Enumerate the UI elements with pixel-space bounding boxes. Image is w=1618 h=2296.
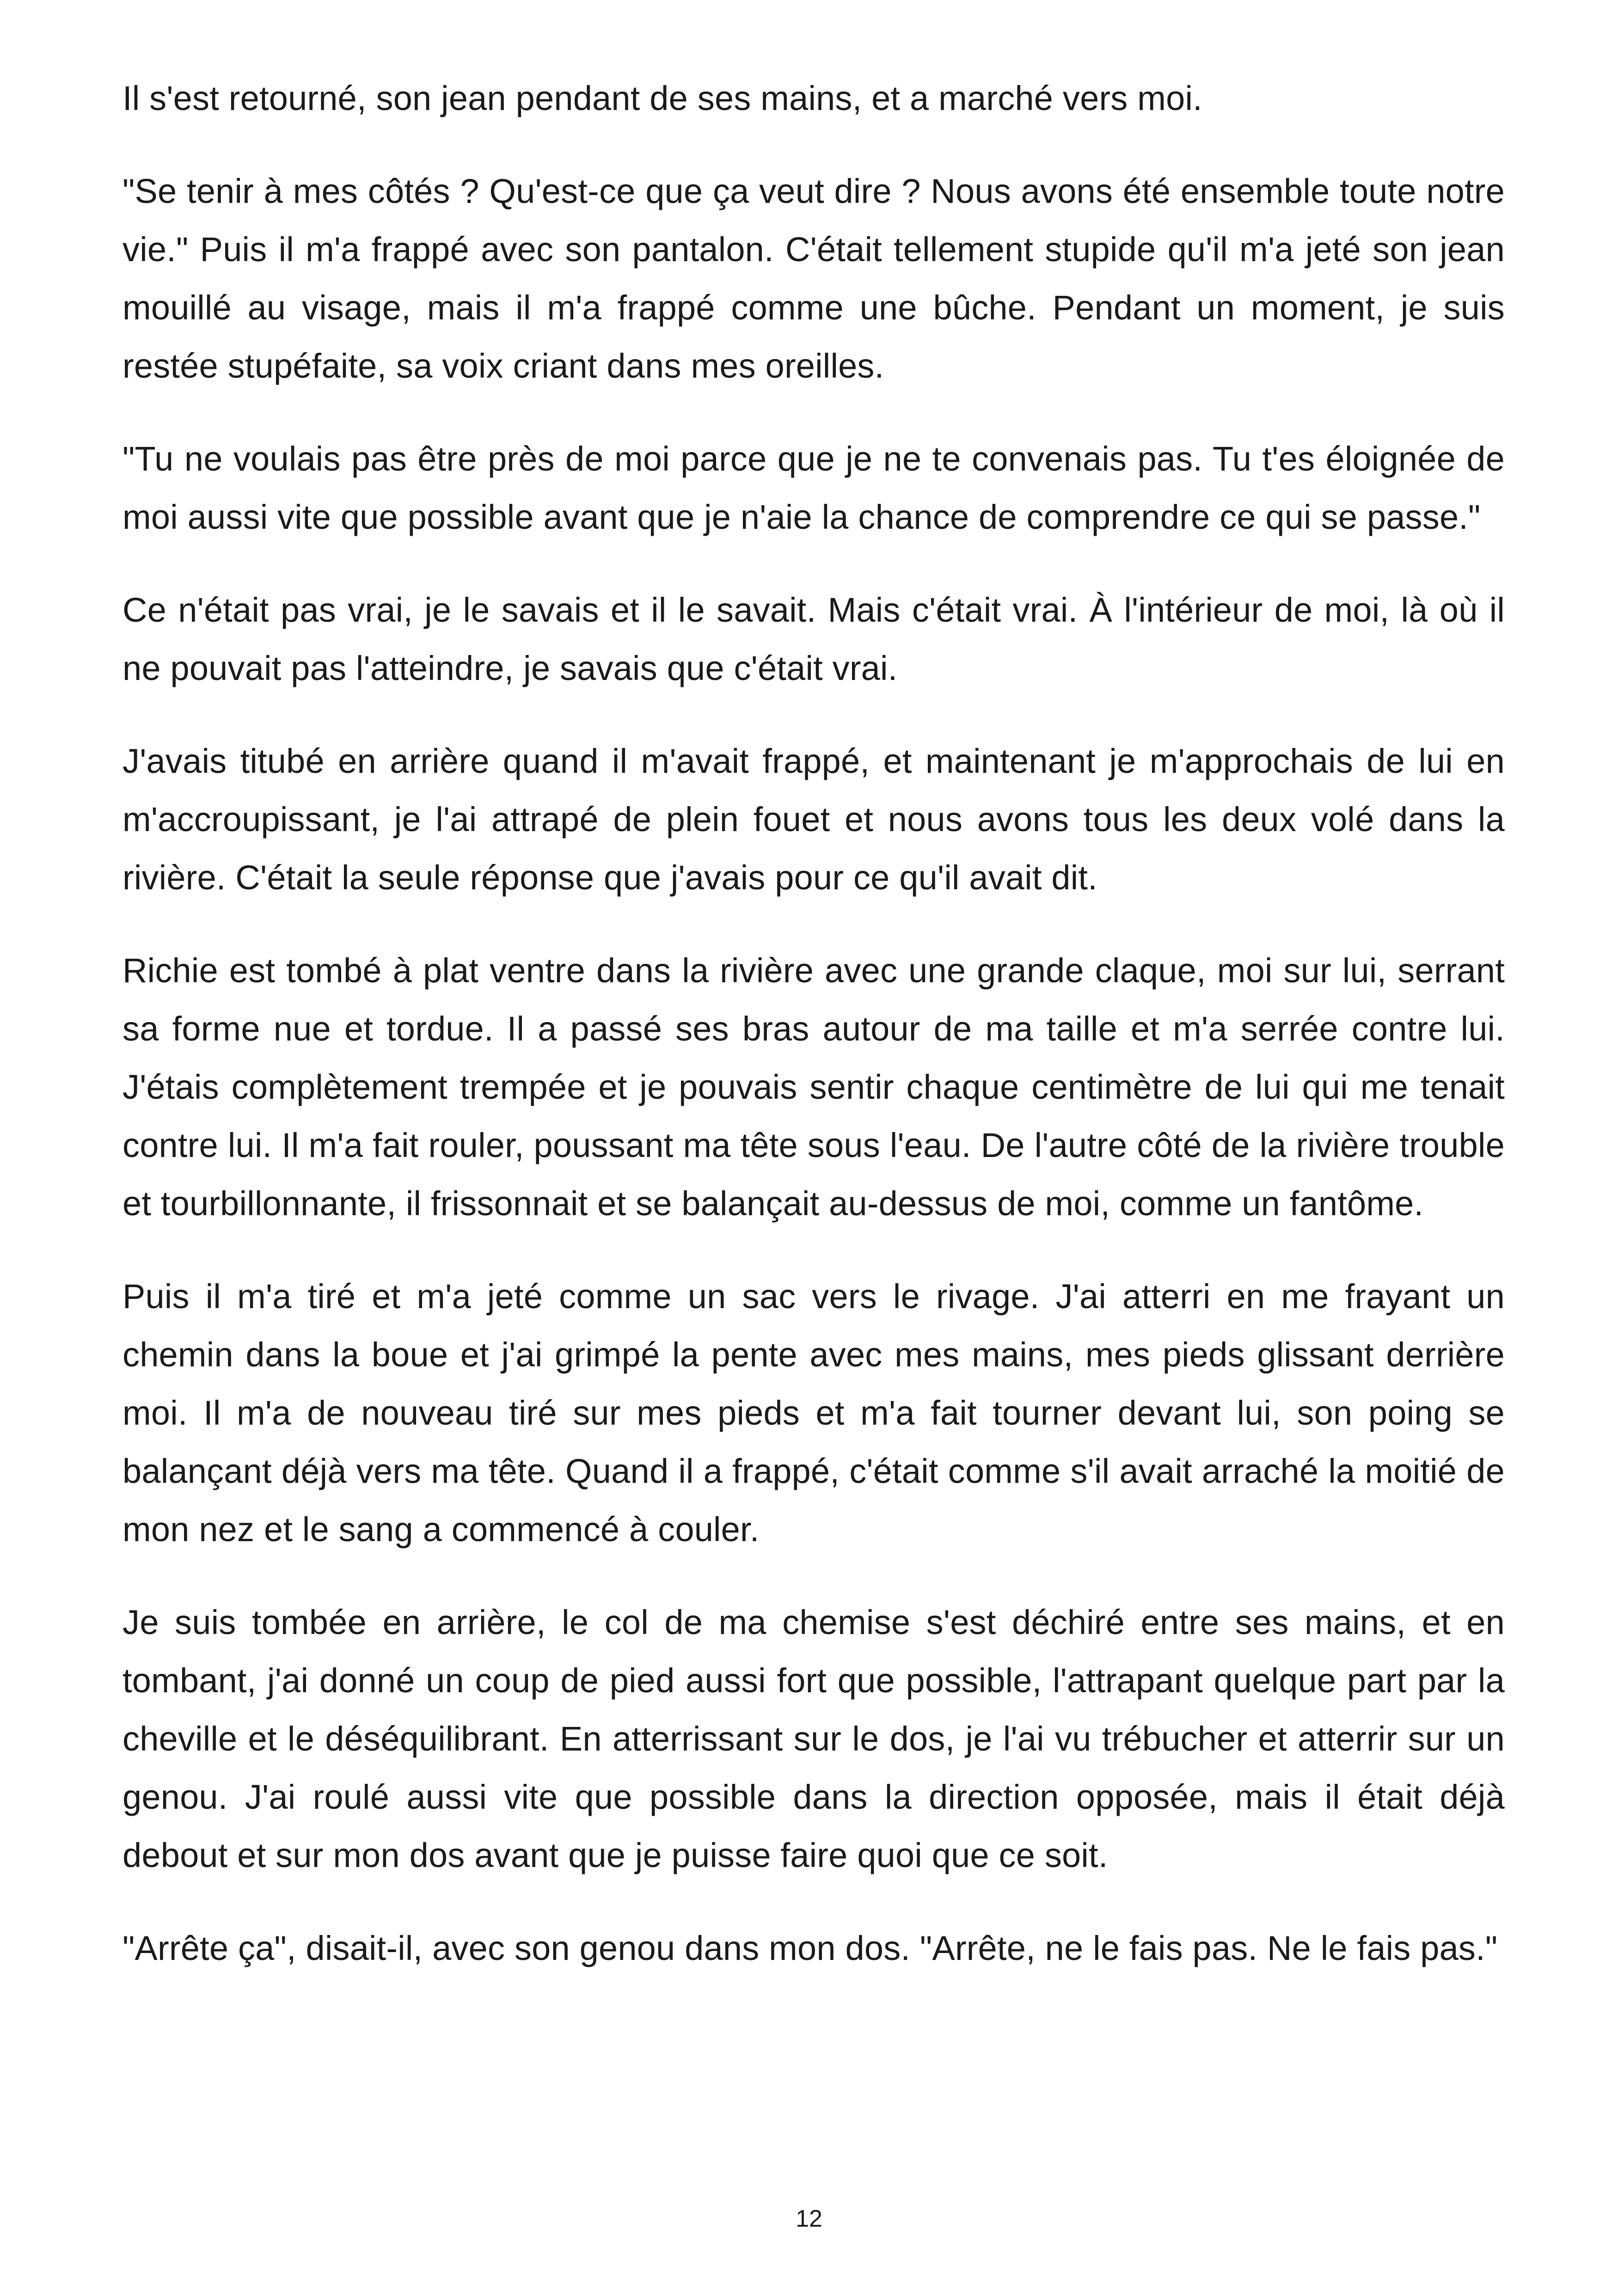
paragraph-8: Je suis tombée en arrière, le col de ma chemise s'est déchiré entre ses mains, et en tombant, j'ai donné un coup de pied aussi fort que possible, l'attrapant quelque part par la cheville et le déséquilibrant. En atterrissant sur le dos, je l'ai vu trébucher et atterrir sur un genou. J'ai roulé aussi vite que possible dans la direction opposée, mais il était déjà debout et sur mon dos avant que je puisse faire quoi que ce soit. xyxy=(123,1603,1505,1874)
paragraph-5: J'avais titubé en arrière quand il m'avait frappé, et maintenant je m'approchais de lui en m'accroupissant, je l'ai attrapé de plein fouet et nous avons tous les deux volé dans la rivière. C'était la seule réponse que j'avais pour ce qu'il avait dit. xyxy=(123,742,1505,897)
paragraph-1: Il s'est retourné, son jean pendant de ses mains, et a marché vers moi. xyxy=(123,79,1202,117)
paragraph-4: Ce n'était pas vrai, je le savais et il le savait. Mais c'était vrai. À l'intérieur de moi, là où il ne pouvait pas l'atteindre, je savais que c'était vrai. xyxy=(123,591,1505,687)
paragraph-6: Richie est tombé à plat ventre dans la rivière avec une grande claque, moi sur lui, serrant sa forme nue et tordue. Il a passé ses bras autour de ma taille et m'a serrée contre lui. J'étais complètement trempée et je pouvais sentir chaque centimètre de lui qui me tenait contre lui. Il m'a fait rouler, poussant ma tête sous l'eau. De l'autre côté de la rivière trouble et tourbillonnante, il frissonnait et se balançait au-dessus de moi, comme un fantôme. xyxy=(123,951,1505,1223)
paragraph-9: "Arrête ça", disait-il, avec son genou dans mon dos. "Arrête, ne le fais pas. Ne le fais pas." xyxy=(123,1929,1498,1967)
paragraph-3: "Tu ne voulais pas être près de moi parce que je ne te convenais pas. Tu t'es éloignée de moi aussi vite que possible avant que je n'aie la chance de comprendre ce qui se passe." xyxy=(123,440,1505,536)
paragraph-7: Puis il m'a tiré et m'a jeté comme un sac vers le rivage. J'ai atterri en me frayant un chemin dans la boue et j'ai grimpé la pente avec mes mains, mes pieds glissant derrière moi. Il m'a de nouveau tiré sur mes pieds et m'a fait tourner devant lui, son poing se balançant déjà vers ma tête. Quand il a frappé, c'était comme s'il avait arraché la moitié de mon nez et le sang a commencé à couler. xyxy=(123,1277,1505,1549)
page-number: 12 xyxy=(796,2205,822,2232)
page-body xyxy=(123,69,1505,2012)
paragraph-2: "Se tenir à mes côtés ? Qu'est-ce que ça veut dire ? Nous avons été ensemble toute notre vie." Puis il m'a frappé avec son pantalon. C'était tellement stupide qu'il m'a jeté son jean mouillé au visage, mais il m'a frappé comme une bûche. Pendant un moment, je suis restée stupéfaite, sa voix criant dans mes oreilles. xyxy=(123,172,1505,385)
